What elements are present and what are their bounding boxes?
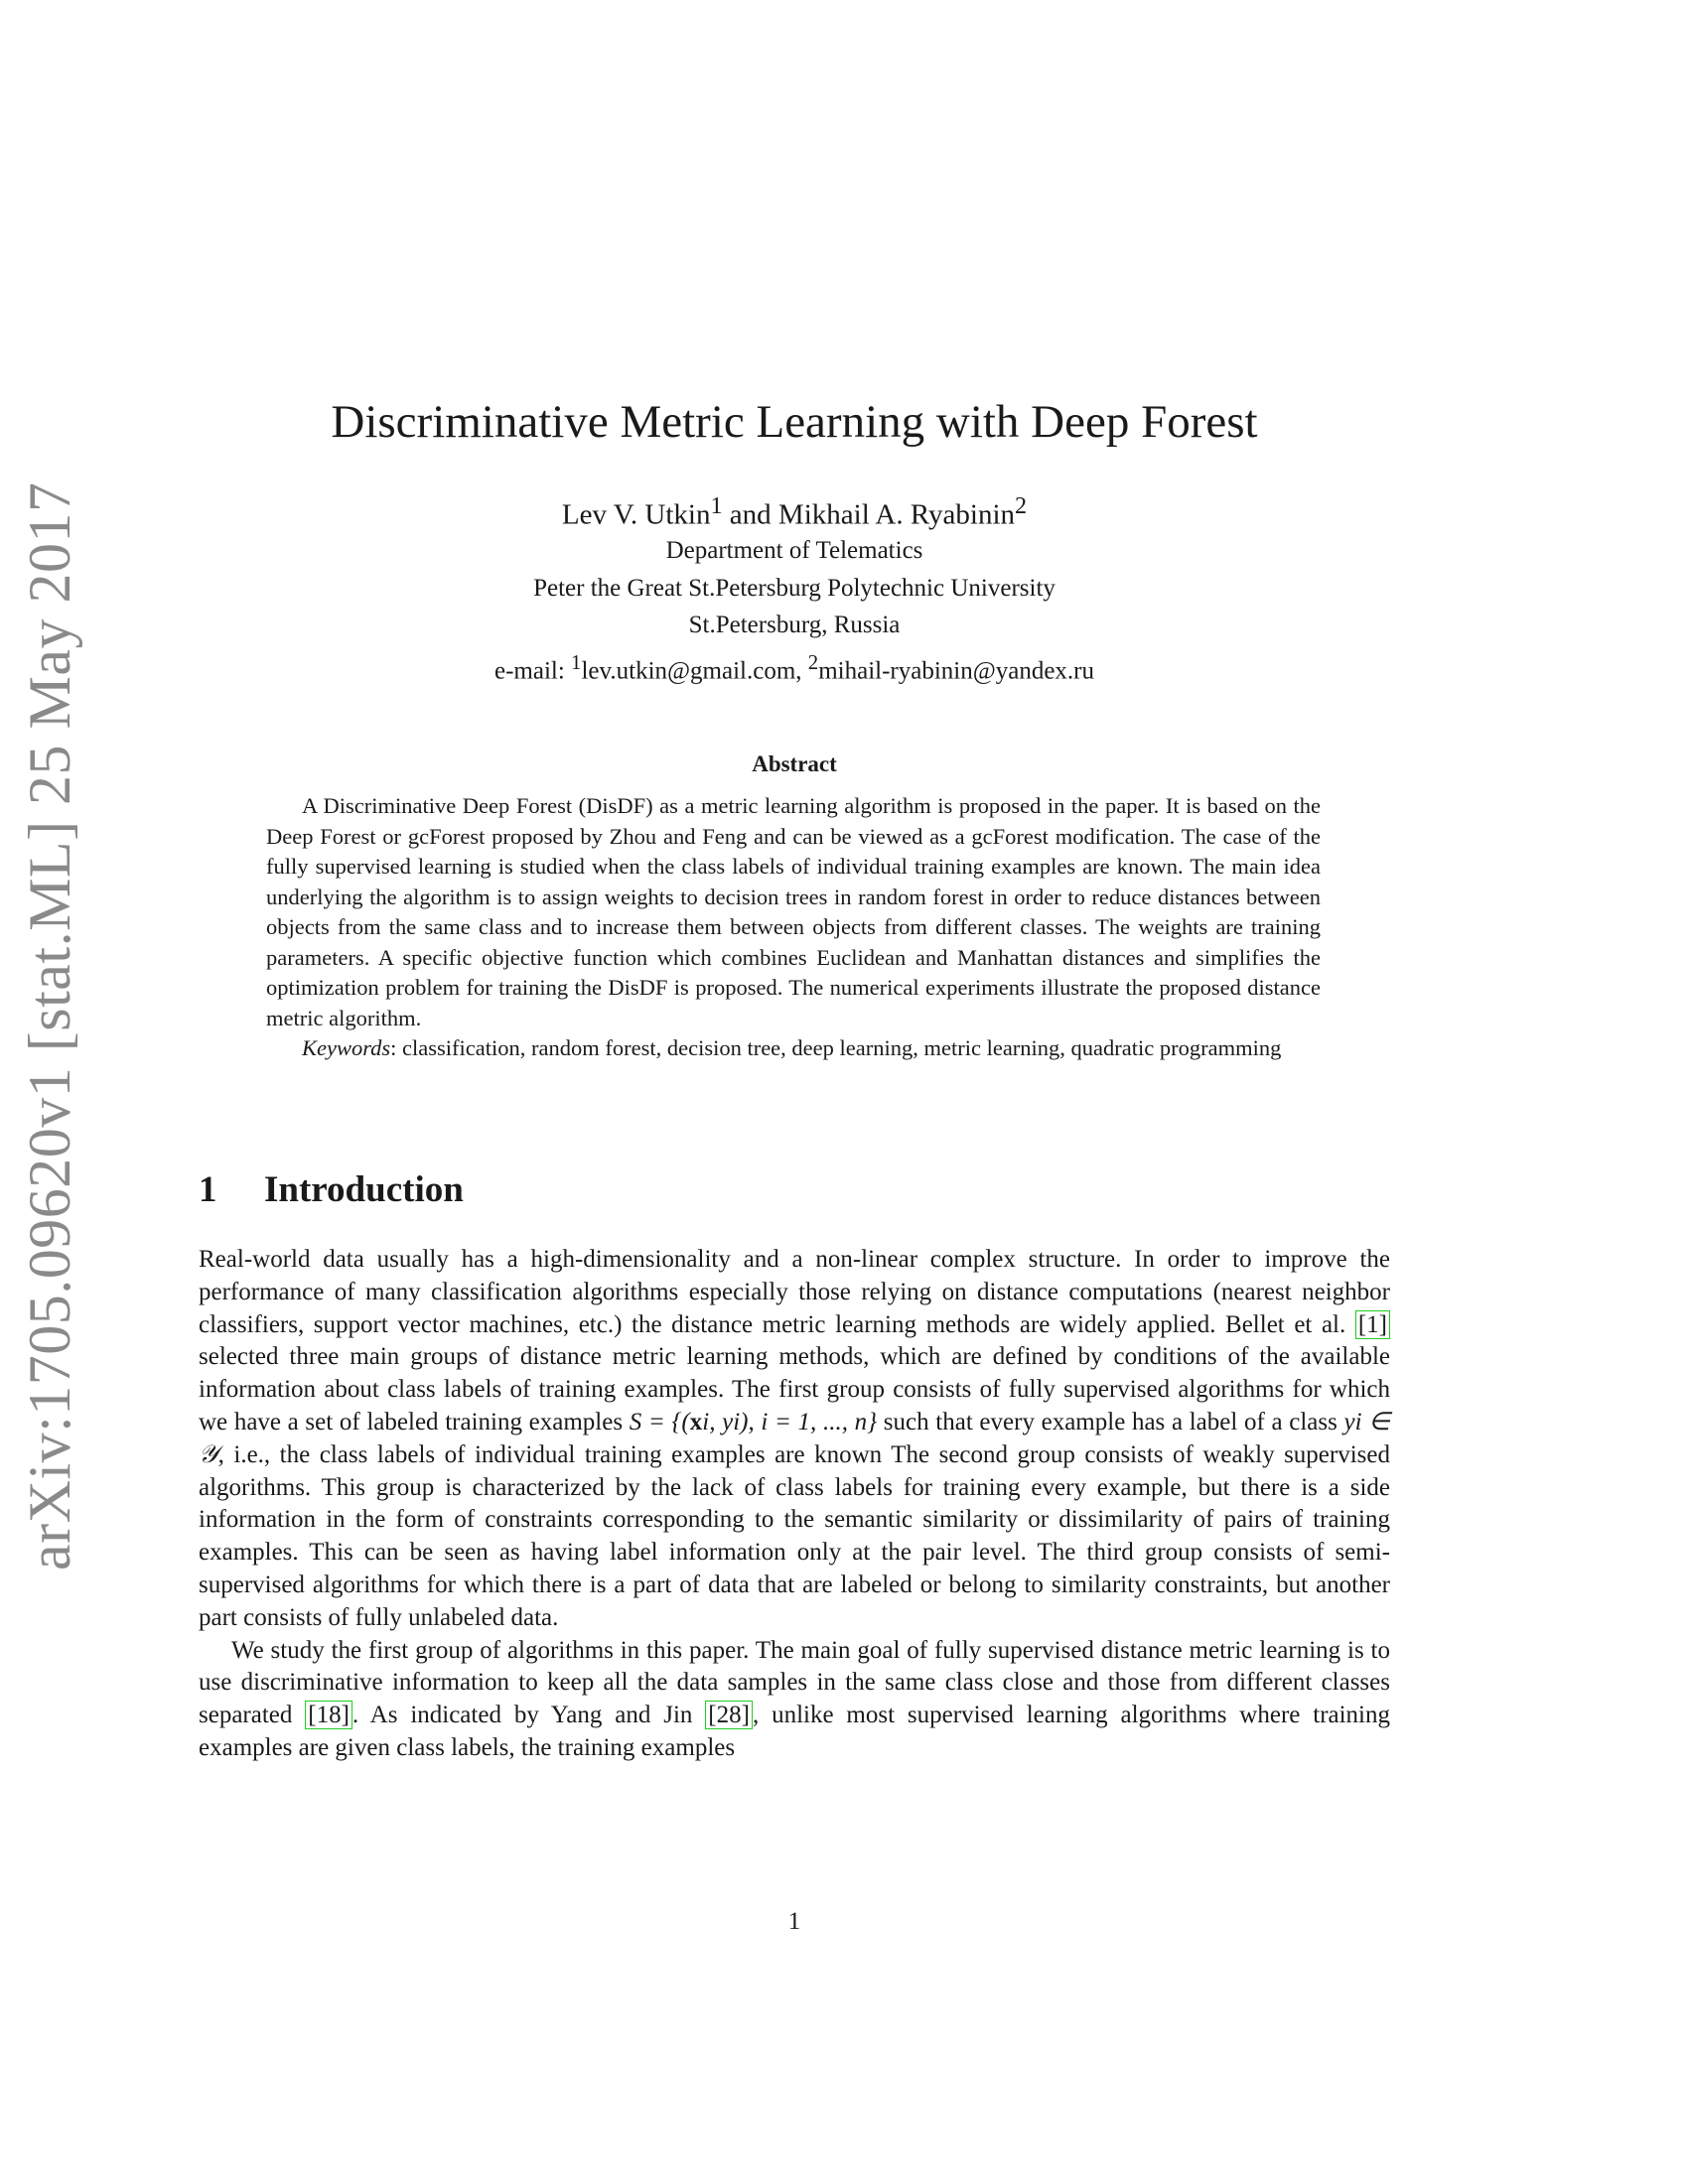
abstract-body bbox=[266, 791, 1321, 1064]
page-number: 1 bbox=[787, 1908, 801, 1935]
author-line bbox=[199, 486, 1390, 535]
email-address: mihail-ryabinin@yandex.ru bbox=[818, 656, 1095, 684]
department: Department of Telematics bbox=[665, 537, 923, 564]
math-part: S = {( bbox=[629, 1408, 690, 1435]
citation-link[interactable]: [28] bbox=[705, 1701, 753, 1729]
keywords-label: Keywords bbox=[302, 1035, 391, 1060]
text-run: , i.e., the class labels of individual training examples are known The second group consists of weakly supervised algorithms. This group is characterized by the lack of class labels for training every example, but there is a side information in the form of constraints corresponding to the semantic similarity or dissimilarity of pairs of training examples. This can be seen as having label information only at the pair level. The third group consists of semi-supervised algorithms for which there is a part of data that are labeled or belong to similarity constraints, but another part consists of fully unlabeled data. bbox=[199, 1440, 1390, 1631]
email-line bbox=[199, 644, 1390, 690]
email-superscript: 2 bbox=[807, 649, 819, 674]
author-name: Mikhail A. Ryabinin bbox=[777, 498, 1016, 531]
math-inline bbox=[630, 1409, 877, 1435]
text-run: such that every example has a label of a class bbox=[877, 1408, 1344, 1435]
text-run: We study the first group of algorithms in this paper. The main goal of fully supervised distance metric learning is to use discriminative information to keep all the data samples in the same class close and those from different classes separated bbox=[199, 1636, 1390, 1729]
section-body bbox=[199, 1244, 1390, 1765]
citation-link[interactable]: [1] bbox=[1355, 1310, 1390, 1339]
math-part: i, yi), i = 1, ..., n} bbox=[702, 1408, 878, 1435]
math-part: x bbox=[689, 1408, 703, 1435]
text-run: Real-world data usually has a high-dimensionality and a non-linear complex structure. In order to improve the performance of many classification algorithms especially those relying on distance computations (nearest neighbor classifiers, support vector machines, etc.) the distance metric learning methods are widely applied. Bellet et al. bbox=[199, 1246, 1390, 1338]
text-run: , unlike most supervised learning algorithms where training examples are given class labels, the training examples bbox=[199, 1702, 1391, 1761]
city: St.Petersburg, Russia bbox=[688, 612, 901, 638]
keywords-list: : classification, random forest, decision tree, deep learning, metric learning, quadratic programming bbox=[390, 1035, 1282, 1060]
text-run: selected three main groups of distance metric learning methods, which are defined by conditions of the available information about class labels of training examples. The first group consists of fully supervised algorithms for which we have a set of labeled training examples bbox=[199, 1343, 1390, 1435]
section-number: 1 bbox=[199, 1169, 217, 1210]
author-superscript: 2 bbox=[1015, 492, 1028, 519]
email-address: lev.utkin@gmail.com, bbox=[581, 656, 808, 684]
author-superscript: 1 bbox=[710, 492, 723, 519]
text-run: . As indicated by Yang and Jin bbox=[352, 1702, 706, 1729]
email-prefix: e-mail: bbox=[493, 656, 572, 684]
email-superscript: 1 bbox=[571, 649, 582, 674]
author-name: Lev V. Utkin bbox=[561, 498, 711, 531]
section-heading bbox=[199, 1166, 464, 1214]
math-inline: yi ∈ 𝒴 bbox=[199, 1408, 1390, 1468]
keywords bbox=[266, 1033, 1321, 1064]
paragraph bbox=[199, 1244, 1390, 1635]
section-title: Introduction bbox=[264, 1169, 464, 1210]
paper-title: Discriminative Metric Learning with Deep Forest bbox=[331, 396, 1258, 448]
abstract-text: A Discriminative Deep Forest (DisDF) as a metric learning algorithm is proposed in the paper. It is based on the Deep Forest or gcForest proposed by Zhou and Feng and can be viewed as a gcForest modification. The case of the fully supervised learning is studied when the class labels of individual training examples are known. The main idea underlying the algorithm is to assign weights to decision trees in random forest in order to reduce distances between objects from the same class and to increase them between objects from different classes. The weights are training parameters. A specific objective function which combines Euclidean and Manhattan distances and simplifies the optimization problem for training the DisDF is proposed. The numerical experiments illustrate the proposed distance metric algorithm. bbox=[266, 793, 1321, 1030]
university: Peter the Great St.Petersburg Polytechnic University bbox=[533, 574, 1055, 602]
author-conjunction: and bbox=[722, 498, 778, 531]
citation-link[interactable]: [18] bbox=[305, 1701, 352, 1729]
paragraph bbox=[199, 1635, 1390, 1765]
abstract-heading: Abstract bbox=[752, 751, 837, 776]
arxiv-stamp: arXiv:1705.09620v1 [stat.ML] 25 May 2017 bbox=[17, 481, 82, 1570]
affiliation-block bbox=[199, 532, 1390, 689]
